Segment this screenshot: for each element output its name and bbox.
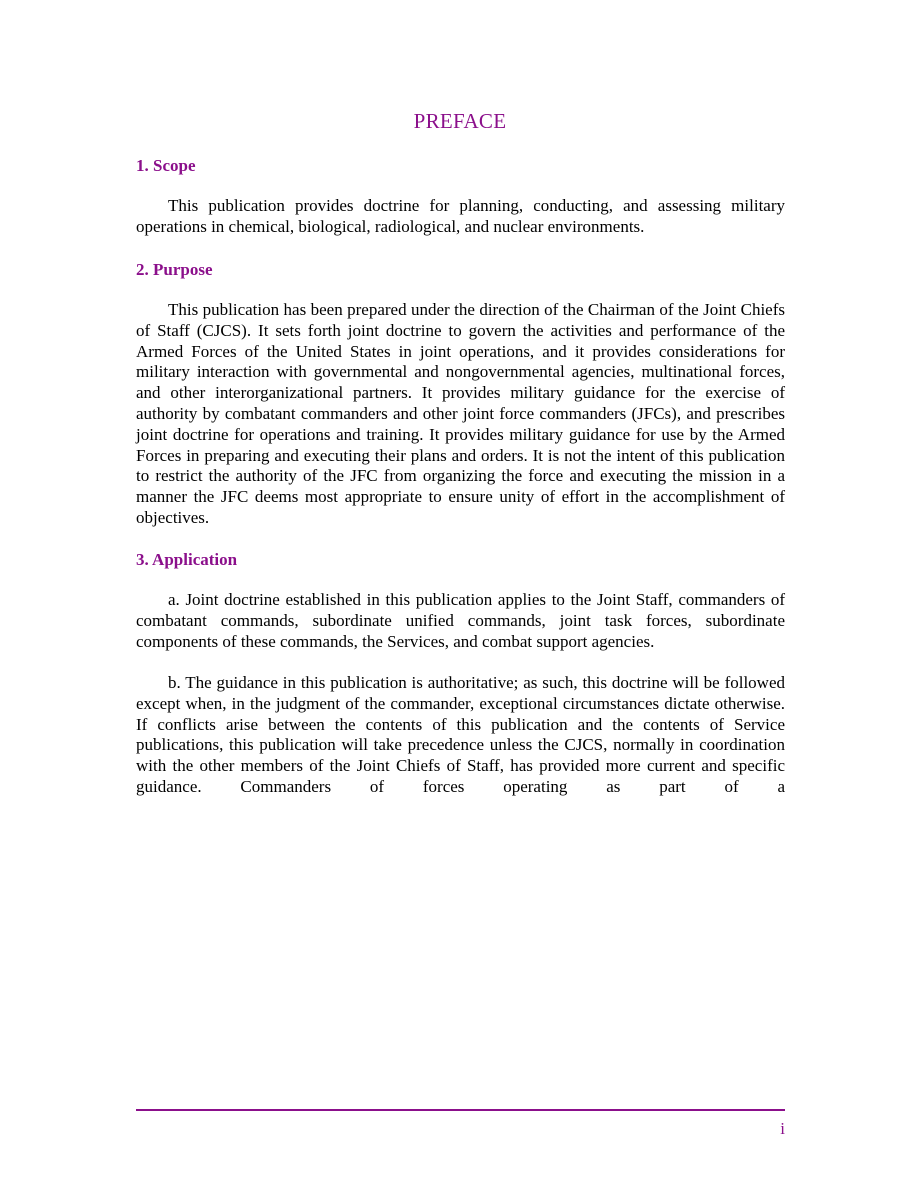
page-title: PREFACE [413, 109, 507, 133]
paragraph-application-b: b. The guidance in this publication is authoritative; as such, this doctrine will be followed except when, in the judgment of the commander, exceptional circumstances dictate otherwise. If conflicts arise between the contents of this publication and the contents of Service publications, this publication will take precedence unless the CJCS, normally in coordination with the other members of the Joint Chiefs of Staff, has provided more current and specific guidance. Commanders of forces operating as part of a [136, 673, 785, 796]
page-number: i [780, 1119, 785, 1138]
section-heading-application: 3. Application [136, 550, 238, 569]
section-heading-scope: 1. Scope [136, 156, 196, 175]
footer-divider [136, 1109, 785, 1111]
section-heading-purpose: 2. Purpose [136, 260, 213, 279]
paragraph-application-a: a. Joint doctrine established in this publication applies to the Joint Staff, commanders of combatant commands, subordinate unified commands, joint task forces, subordinate components of these commands, the Services, and combat support agencies. [136, 590, 785, 651]
paragraph-scope: This publication provides doctrine for planning, conducting, and assessing military operations in chemical, biological, radiological, and nuclear environments. [136, 196, 785, 236]
paragraph-purpose: This publication has been prepared under the direction of the Chairman of the Joint Chiefs of Staff (CJCS). It sets forth joint doctrine to govern the activities and performance of the Armed Forces of the United States in joint operations, and it provides considerations for military interaction with governmental and nongovernmental agencies, multinational forces, and other interorganizational partners. It provides military guidance for the exercise of authority by combatant commanders and other joint force commanders (JFCs), and prescribes joint doctrine for operations and training. It provides military guidance for use by the Armed Forces in preparing and executing their plans and orders. It is not the intent of this publication to restrict the authority of the JFC from organizing the force and executing the mission in a manner the JFC deems most appropriate to ensure unity of effort in the accomplishment of objectives. [136, 300, 785, 527]
